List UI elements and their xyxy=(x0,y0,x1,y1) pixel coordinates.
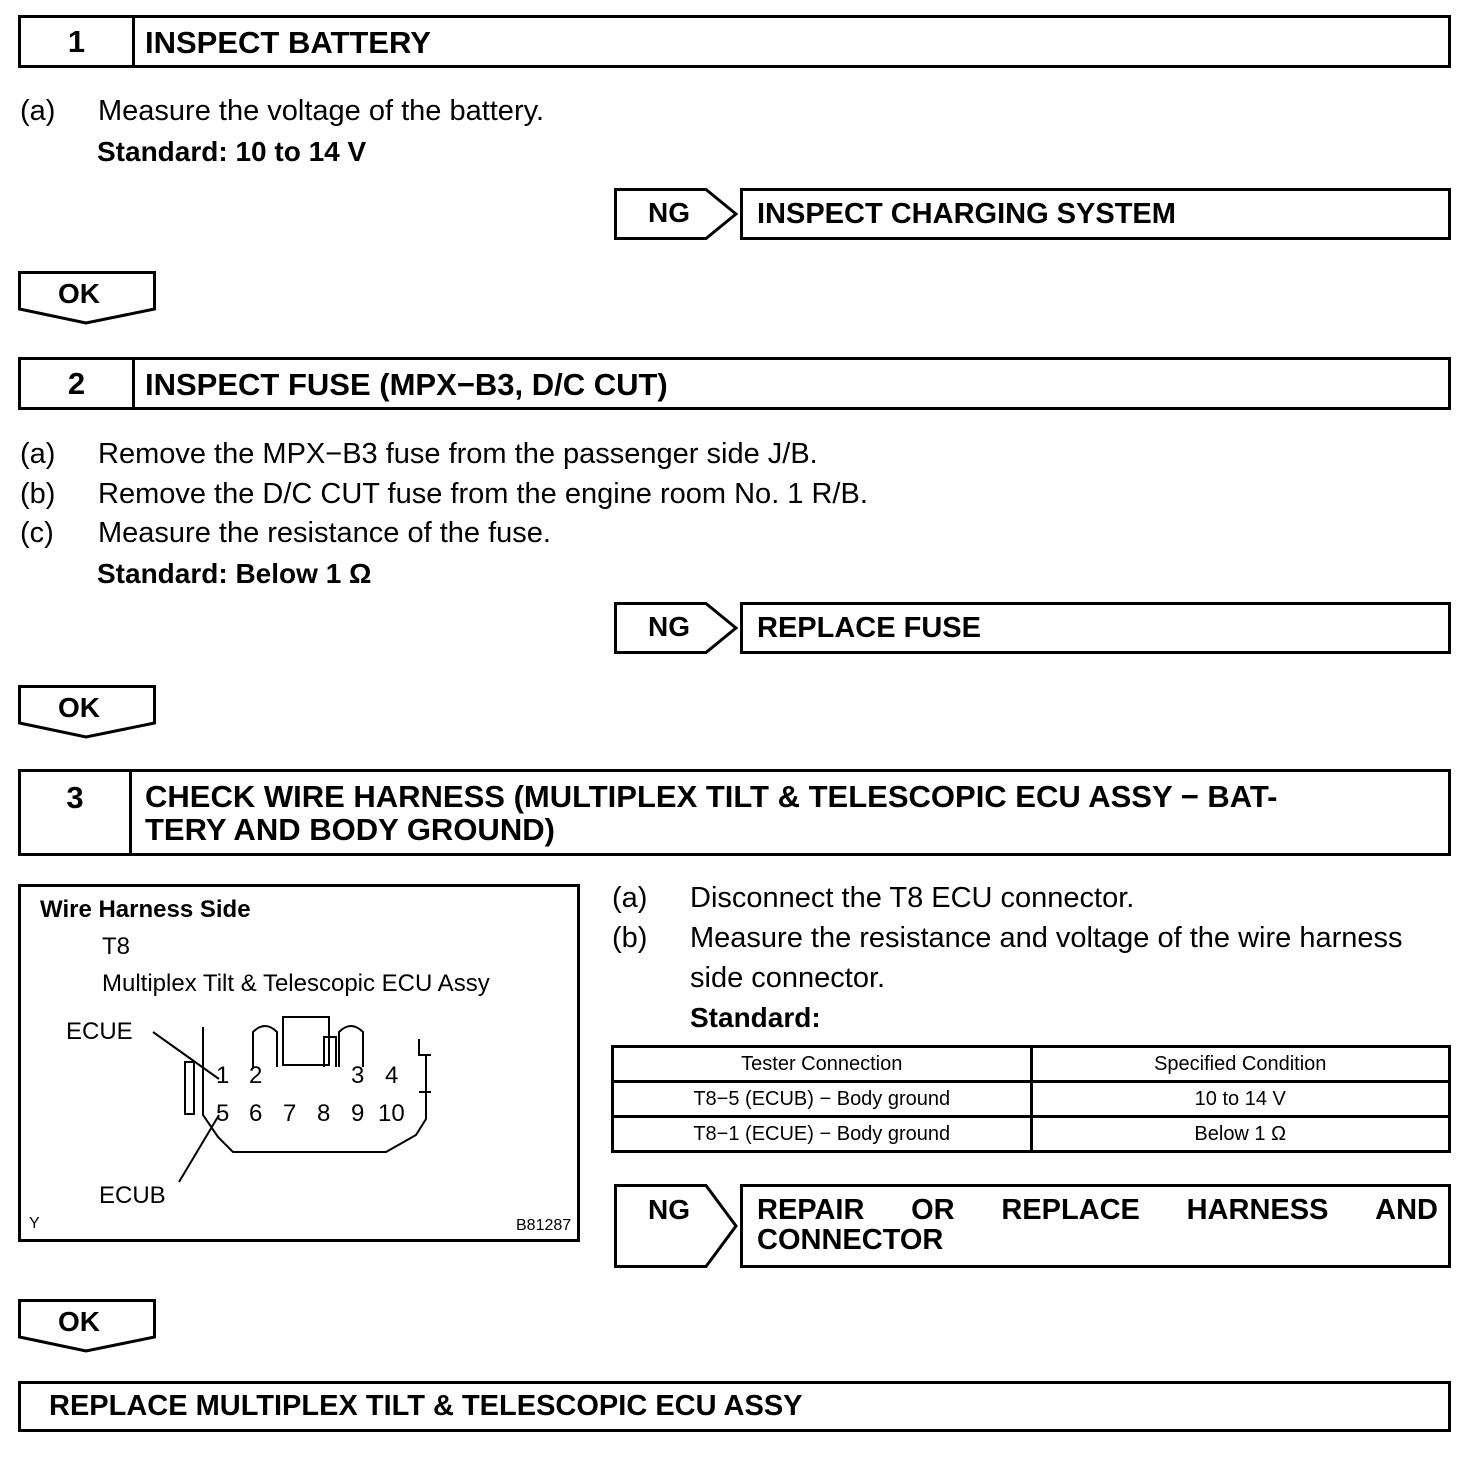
pin-1: 1 xyxy=(216,1062,230,1089)
connector-name: Multiplex Tilt & Telescopic ECU Assy xyxy=(102,970,490,997)
ng-action-box: REPLACE FUSE xyxy=(740,602,1451,654)
ng-arrow xyxy=(614,602,738,654)
pin-2: 2 xyxy=(249,1062,263,1089)
instruction-text: Measure the voltage of the battery. xyxy=(98,95,545,127)
pin-9: 9 xyxy=(351,1100,365,1127)
ng-action-box xyxy=(740,1184,1451,1268)
table-header-cell: Specified Condition xyxy=(1031,1047,1450,1082)
ng-label: NG xyxy=(648,1194,690,1225)
instruction-label: (a) xyxy=(612,882,648,914)
table-row xyxy=(613,1082,1450,1117)
ng-label: NG xyxy=(648,197,690,228)
table-cell: 10 to 14 V xyxy=(1031,1082,1450,1117)
instruction-label: (b) xyxy=(20,478,56,510)
ok-arrow xyxy=(18,685,156,739)
ng-action-word: HARNESS xyxy=(1186,1194,1329,1226)
step-3-header xyxy=(18,769,1451,856)
ng-action-box: INSPECT CHARGING SYSTEM xyxy=(740,188,1451,240)
ok-label: OK xyxy=(58,278,100,309)
spec-table xyxy=(611,1045,1451,1153)
step-title-line2: TERY AND BODY GROUND) xyxy=(145,812,555,847)
instruction-label: (a) xyxy=(20,95,56,127)
instruction-label: (b) xyxy=(612,922,648,954)
connector-drawing xyxy=(21,887,577,1239)
connector-id: T8 xyxy=(102,933,131,960)
ng-action-word: AND xyxy=(1375,1194,1438,1226)
pin-5: 5 xyxy=(216,1100,230,1127)
pin-4: 4 xyxy=(385,1062,399,1089)
step-title: INSPECT FUSE (MPX−B3, D/C CUT) xyxy=(145,367,668,402)
pin-3: 3 xyxy=(351,1062,365,1089)
connector-diagram xyxy=(18,884,580,1242)
table-cell: Below 1 Ω xyxy=(1031,1117,1450,1152)
ecub-label: ECUB xyxy=(99,1182,166,1209)
ok-label: OK xyxy=(58,1306,100,1337)
pin-7: 7 xyxy=(283,1100,297,1127)
table-cell: T8−5 (ECUB) − Body ground xyxy=(613,1082,1032,1117)
instruction-text: Measure the resistance and voltage of the wire harness xyxy=(690,922,1403,954)
step-2-header xyxy=(18,357,1451,410)
table-header-cell: Tester Connection xyxy=(613,1047,1032,1082)
ng-action-line1 xyxy=(757,1195,1438,1225)
table-row xyxy=(613,1117,1450,1152)
table-header-row xyxy=(613,1047,1450,1082)
instruction-text: Remove the MPX−B3 fuse from the passenger side J/B. xyxy=(98,438,818,470)
ok-arrow xyxy=(18,271,156,325)
table-cell: T8−1 (ECUE) − Body ground xyxy=(613,1117,1032,1152)
pin-8: 8 xyxy=(317,1100,331,1127)
standard-value: Standard: Below 1 Ω xyxy=(97,558,372,589)
figure-code: B81287 xyxy=(516,1217,572,1234)
corner-mark: Y xyxy=(29,1215,40,1232)
step-title: INSPECT BATTERY xyxy=(145,25,431,60)
step-1-header xyxy=(18,15,1451,68)
pin-10: 10 xyxy=(378,1100,405,1127)
step-number: 2 xyxy=(21,360,135,407)
step-number: 1 xyxy=(21,18,135,65)
ng-action-word: OR xyxy=(911,1194,955,1226)
instruction-text: Disconnect the T8 ECU connector. xyxy=(690,882,1135,914)
instruction-text: side connector. xyxy=(690,962,886,994)
ok-arrow xyxy=(18,1299,156,1353)
ecue-label: ECUE xyxy=(66,1018,133,1045)
ok-label: OK xyxy=(58,692,100,723)
ng-arrow xyxy=(614,188,738,240)
diagram-heading: Wire Harness Side xyxy=(40,896,251,923)
ng-action-line2: CONNECTOR xyxy=(757,1224,944,1256)
ng-action-word: REPAIR xyxy=(757,1194,865,1226)
instruction-label: (a) xyxy=(20,438,56,470)
instruction-text: Remove the D/C CUT fuse from the engine room No. 1 R/B. xyxy=(98,478,868,510)
standard-value: Standard: 10 to 14 V xyxy=(97,136,367,167)
instruction-label: (c) xyxy=(20,517,54,549)
ng-arrow xyxy=(614,1184,738,1268)
instruction-text: Measure the resistance of the fuse. xyxy=(98,517,551,549)
standard-value: Standard: xyxy=(690,1002,821,1033)
step-number: 3 xyxy=(21,772,132,853)
pin-6: 6 xyxy=(249,1100,263,1127)
final-action-box: REPLACE MULTIPLEX TILT & TELESCOPIC ECU ASSY xyxy=(18,1381,1451,1432)
step-title-line1: CHECK WIRE HARNESS (MULTIPLEX TILT & TELESCOPIC ECU ASSY − BAT- xyxy=(145,779,1278,814)
ng-action-word: REPLACE xyxy=(1001,1194,1140,1226)
ng-label: NG xyxy=(648,611,690,642)
